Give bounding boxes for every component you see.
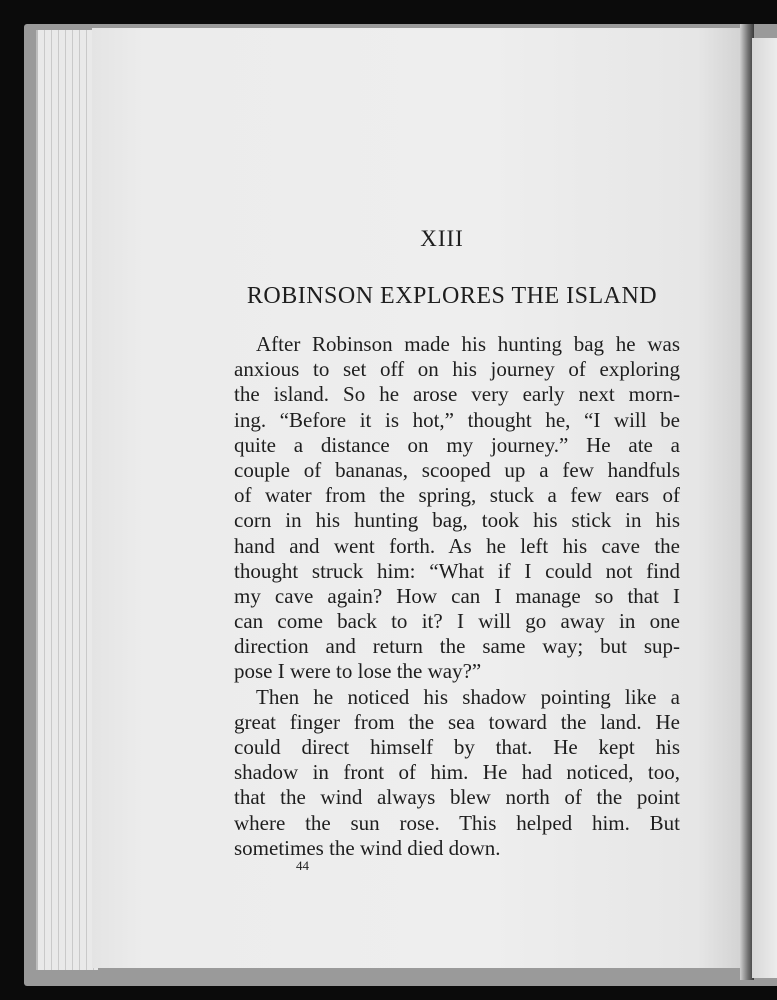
paragraph (234, 685, 680, 861)
chapter-number: XIII (420, 226, 464, 251)
text-line: great finger from the sea toward the land. He (234, 709, 680, 734)
text-line: ing. “Before it is hot,” thought he, “I will be (234, 407, 680, 432)
page-edges (36, 30, 98, 970)
text-line: Then he noticed his shadow pointing like a (256, 684, 680, 709)
text-line: the island. So he arose very early next morn- (234, 382, 680, 407)
text-line: hand and went forth. As he left his cave the (234, 533, 680, 558)
text-line: sometimes the wind died down. (234, 835, 501, 860)
text-line: couple of bananas, scooped up a few handfuls (234, 457, 680, 482)
text-line: quite a distance on my journey.” He ate a (234, 432, 680, 457)
body-text (234, 332, 680, 861)
text-line: my cave again? How can I manage so that I (234, 583, 680, 608)
chapter-title: ROBINSON EXPLORES THE ISLAND (246, 283, 658, 309)
text-line: where the sun rose. This helped him. But (234, 810, 680, 835)
text-line: of water from the spring, stuck a few ears of (234, 483, 680, 508)
text-line: corn in his hunting bag, took his stick in his (234, 508, 680, 533)
text-line: shadow in front of him. He had noticed, too, (234, 760, 680, 785)
text-line: direction and return the same way; but sup- (234, 634, 680, 659)
page-number: 44 (296, 858, 309, 873)
text-line: anxious to set off on his journey of exploring (234, 357, 680, 382)
text-line: could direct himself by that. He kept his (234, 735, 680, 759)
text-line: can come back to it? I will go away in one (234, 609, 680, 634)
paragraph (234, 332, 680, 685)
text-line: pose I were to lose the way?” (234, 659, 482, 684)
facing-page-edge (752, 38, 777, 978)
text-line: After Robinson made his hunting bag he was (256, 332, 680, 356)
text-line: thought struck him: “What if I could not find (234, 558, 680, 583)
text-line: that the wind always blew north of the point (234, 785, 680, 810)
